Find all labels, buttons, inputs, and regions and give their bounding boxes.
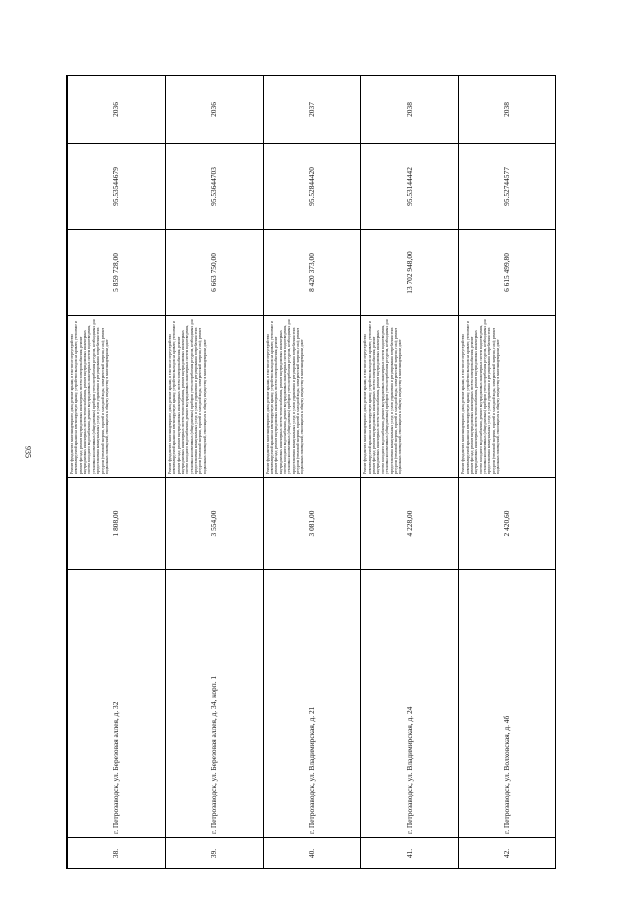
works-cell: Ремонт фундамента многоквартирного дома; ремонт крыши, в том числе переустройство невентилируемой крыши на вентилируемую крышу, устройство выходов на кровлю; утепление и ремонт фасада; ремонт внутридомовых инженерных систем электроснабжения, ремонт внутридомовых инженерных систем теплоснабжения, ремонт внутридомовых инженерных систем холодного водоснабжения, ремонт внутридомовых инженерных систем водоотведения, установка коллективных (общедомовых) приборов учета потребления ресурсов, необходимых для предоставления коммунальных услуг, и узлов управления и регулирования потребления этих ресурсов (тепловой энергии, горячей и холодной воды, электрической энергии, газа); ремонт подвальных помещений, относящихся к общему имуществу в многоквартирном доме (459, 316, 556, 478)
housing-repair-table (67, 75, 556, 869)
area-cell: 1 808,00 (68, 478, 166, 570)
cost-cell: 8 420 373,00 (263, 230, 361, 316)
table-row (361, 76, 459, 870)
area-cell: 4 228,00 (361, 478, 459, 570)
table-row (263, 76, 361, 870)
address-cell: г. Петрозаводск, ул. Березовая аллея, д. 34, корп. 1 (165, 570, 263, 838)
cost-cell: 13 702 948,00 (361, 230, 459, 316)
works-cell: Ремонт фундамента многоквартирного дома; ремонт крыши, в том числе переустройство невентилируемой крыши на вентилируемую крышу, устройство выходов на кровлю; утепление и ремонт фасада; ремонт внутридомовых инженерных систем электроснабжения, ремонт внутридомовых инженерных систем теплоснабжения, ремонт внутридомовых инженерных систем холодного водоснабжения, ремонт внутридомовых инженерных систем водоотведения, установка коллективных (общедомовых) приборов учета потребления ресурсов, необходимых для предоставления коммунальных услуг, и узлов управления и регулирования потребления этих ресурсов (тепловой энергии, горячей и холодной воды, электрической энергии, газа); ремонт подвальных помещений, относящихся к общему имуществу в многоквартирном доме (68, 316, 166, 478)
cost-cell: 6 615 499,80 (459, 230, 556, 316)
identifier-cell: 95.52844420 (263, 144, 361, 230)
works-cell: Ремонт фундамента многоквартирного дома; ремонт крыши, в том числе переустройство невентилируемой крыши на вентилируемую крышу, устройство выходов на кровлю; утепление и ремонт фасада; ремонт внутридомовых инженерных систем электроснабжения, ремонт внутридомовых инженерных систем теплоснабжения, ремонт внутридомовых инженерных систем холодного водоснабжения, ремонт внутридомовых инженерных систем водоотведения, установка коллективных (общедомовых) приборов учета потребления ресурсов, необходимых для предоставления коммунальных услуг, и узлов управления и регулирования потребления этих ресурсов (тепловой энергии, горячей и холодной воды, электрической энергии, газа); ремонт подвальных помещений, относящихся к общему имуществу в многоквартирном доме (361, 316, 459, 478)
row-number: 38. (68, 838, 166, 870)
works-cell: Ремонт фундамента многоквартирного дома; ремонт крыши, в том числе переустройство невентилируемой крыши на вентилируемую крышу, устройство выходов на кровлю; утепление и ремонт фасада; ремонт внутридомовых инженерных систем электроснабжения, ремонт внутридомовых инженерных систем теплоснабжения, ремонт внутридомовых инженерных систем холодного водоснабжения, ремонт внутридомовых инженерных систем водоотведения, установка коллективных (общедомовых) приборов учета потребления ресурсов, необходимых для предоставления коммунальных услуг, и узлов управления и регулирования потребления этих ресурсов (тепловой энергии, горячей и холодной воды, электрической энергии, газа); ремонт подвальных помещений, относящихся к общему имуществу в многоквартирном доме (165, 316, 263, 478)
address-cell: г. Петрозаводск, ул. Волховская, д. 4б (459, 570, 556, 838)
year-cell: 2036 (165, 76, 263, 144)
year-cell: 2038 (459, 76, 556, 144)
area-cell: 2 420,60 (459, 478, 556, 570)
row-number: 42. (459, 838, 556, 870)
table-row (68, 76, 166, 870)
year-cell: 2036 (68, 76, 166, 144)
identifier-cell: 95.53544679 (68, 144, 166, 230)
year-cell: 2038 (361, 76, 459, 144)
year-cell: 2037 (263, 76, 361, 144)
table-frame (66, 75, 556, 869)
rotated-table-wrapper (67, 76, 556, 869)
cost-cell: 5 859 728,00 (68, 230, 166, 316)
address-cell: г. Петрозаводск, ул. Березовая аллея, д. 32 (68, 570, 166, 838)
cost-cell: 6 663 750,00 (165, 230, 263, 316)
identifier-cell: 95.53644703 (165, 144, 263, 230)
area-cell: 3 081,00 (263, 478, 361, 570)
identifier-cell: 95.53144442 (361, 144, 459, 230)
page-number: 935 (23, 446, 33, 458)
table-row (165, 76, 263, 870)
row-number: 41. (361, 838, 459, 870)
works-cell: Ремонт фундамента многоквартирного дома; ремонт крыши, в том числе переустройство невентилируемой крыши на вентилируемую крышу, устройство выходов на кровлю; утепление и ремонт фасада; ремонт внутридомовых инженерных систем электроснабжения, ремонт внутридомовых инженерных систем теплоснабжения, ремонт внутридомовых инженерных систем холодного водоснабжения, ремонт внутридомовых инженерных систем водоотведения, установка коллективных (общедомовых) приборов учета потребления ресурсов, необходимых для предоставления коммунальных услуг, и узлов управления и регулирования потребления этих ресурсов (тепловой энергии, горячей и холодной воды, электрической энергии, газа); ремонт подвальных помещений, относящихся к общему имуществу в многоквартирном доме (263, 316, 361, 478)
area-cell: 3 554,00 (165, 478, 263, 570)
table-row (459, 76, 556, 870)
address-cell: г. Петрозаводск, ул. Владимирская, д. 21 (263, 570, 361, 838)
identifier-cell: 95.52744577 (459, 144, 556, 230)
row-number: 40. (263, 838, 361, 870)
address-cell: г. Петрозаводск, ул. Владимирская, д. 24 (361, 570, 459, 838)
row-number: 39. (165, 838, 263, 870)
